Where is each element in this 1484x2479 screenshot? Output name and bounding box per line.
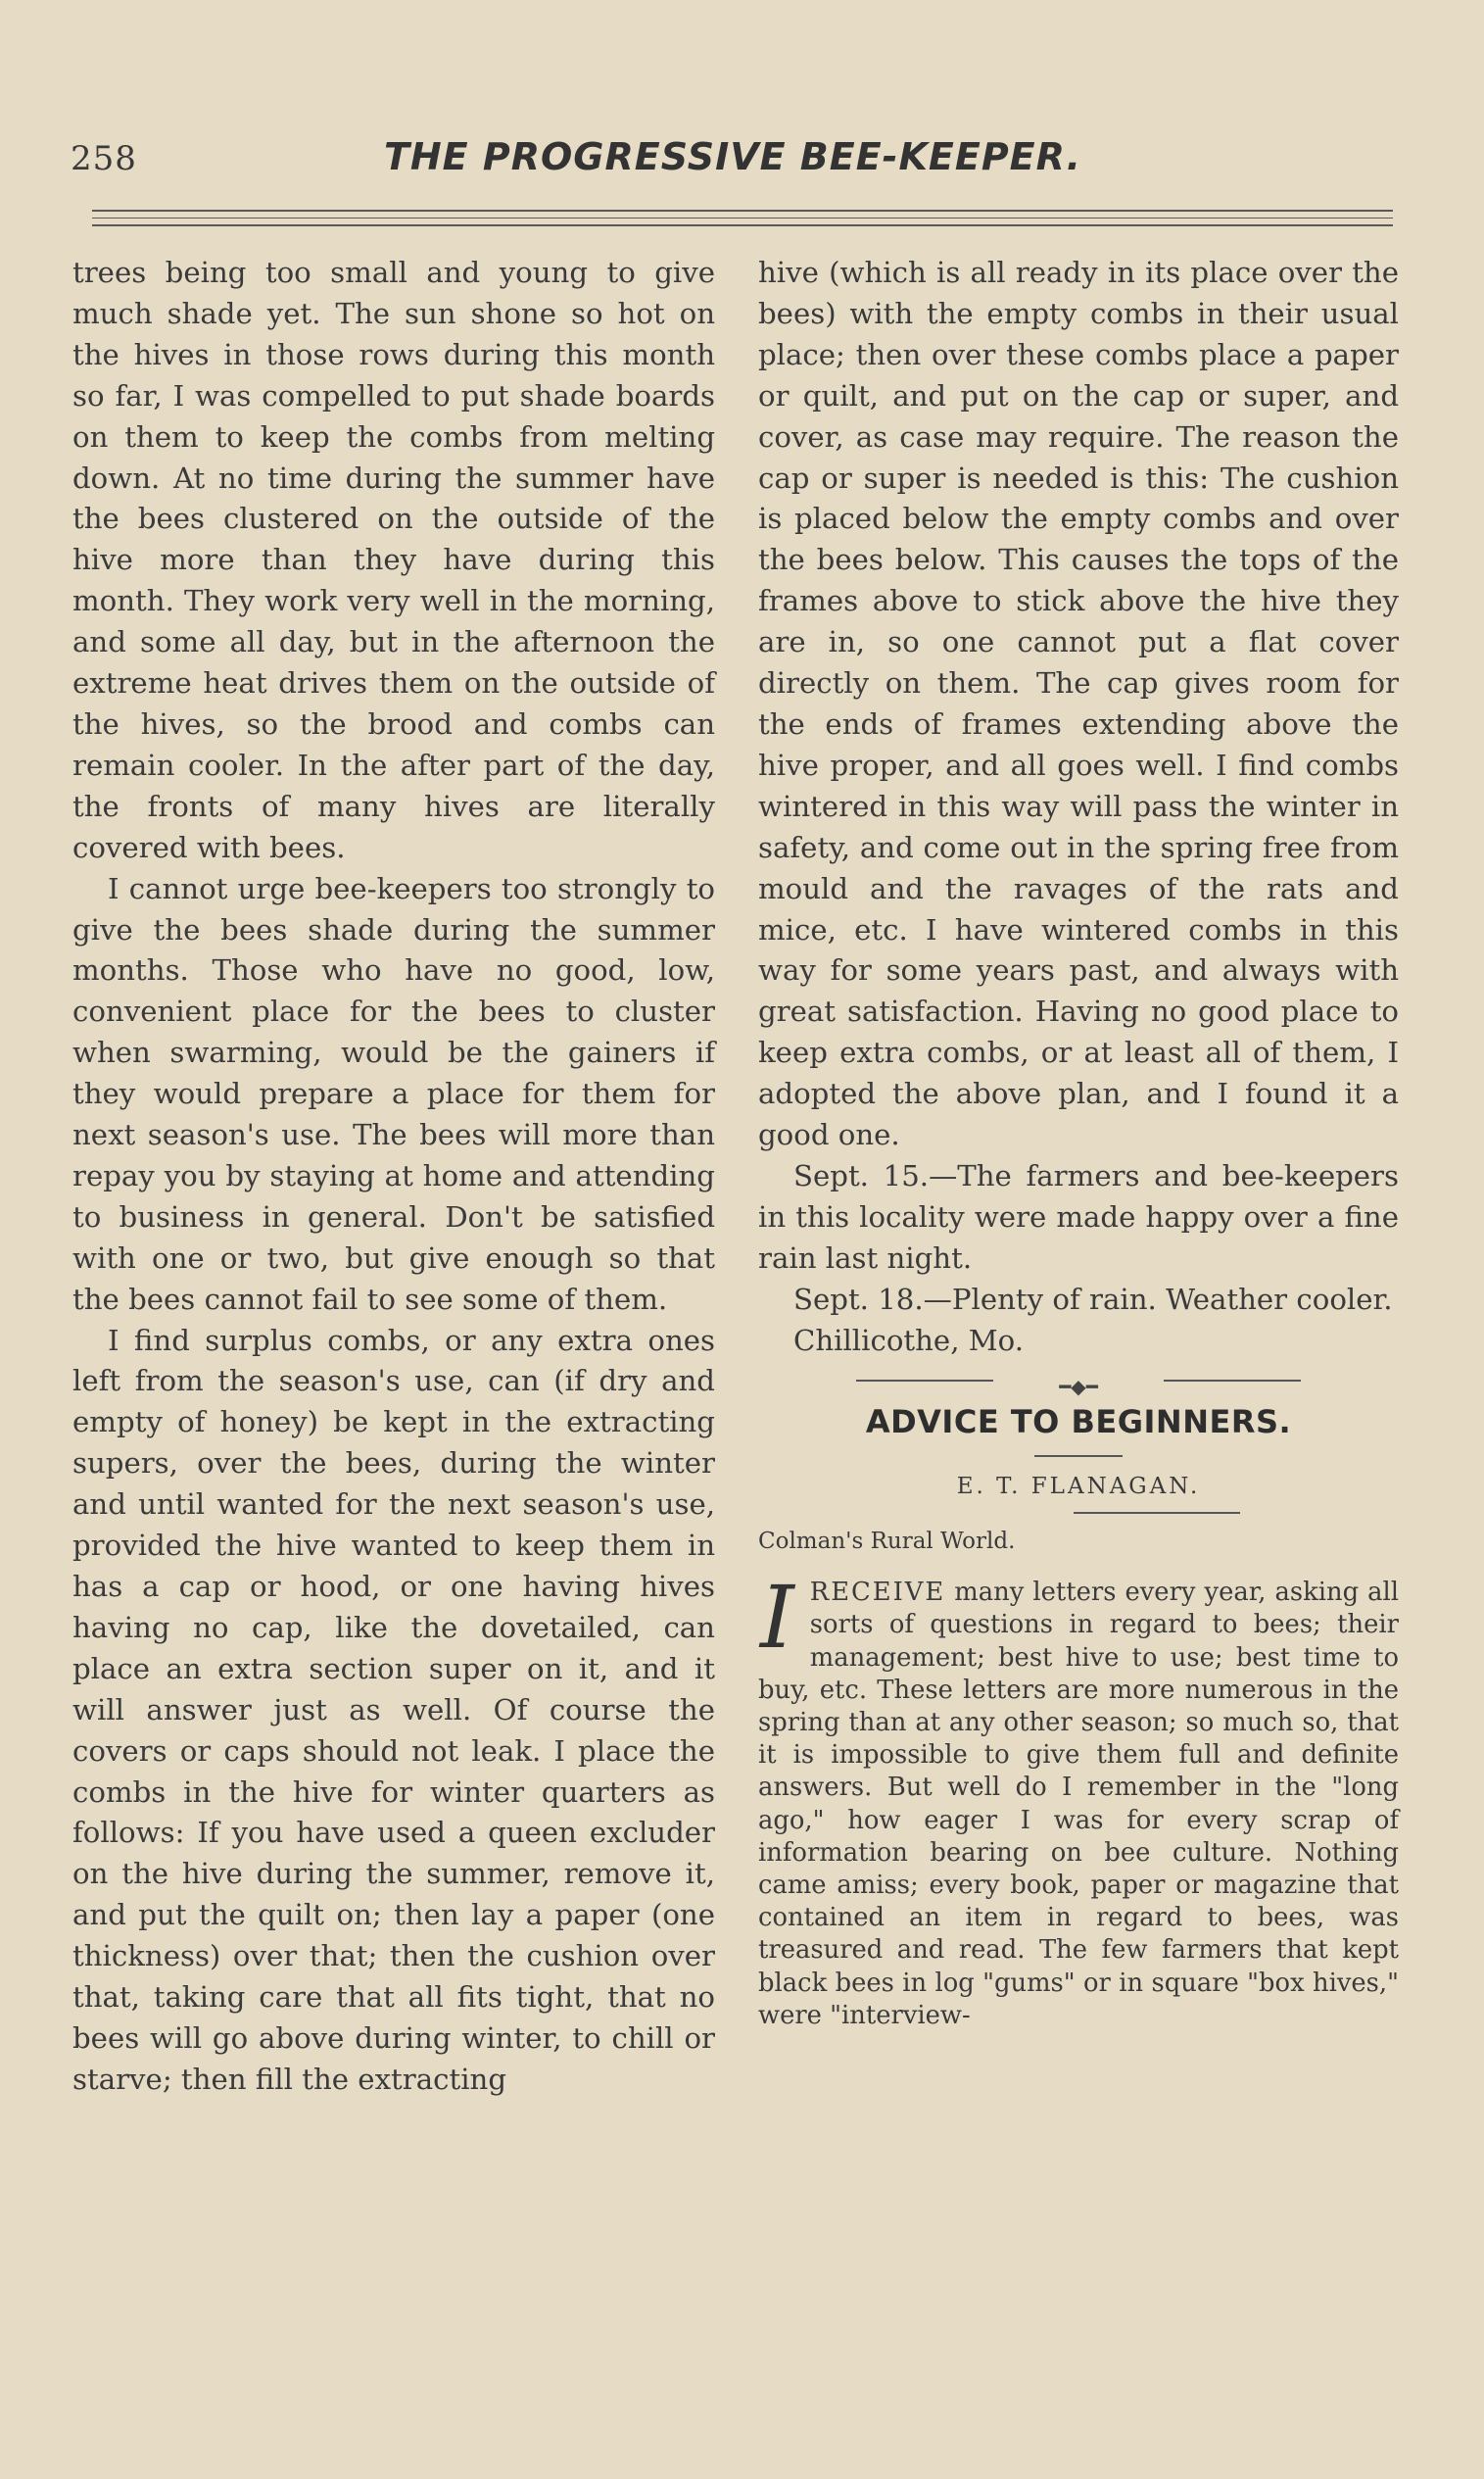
left-column: [72, 253, 715, 2101]
article-author: E. T. FLANAGAN.: [956, 1474, 1201, 1500]
divider-ornament-icon: ━◆━: [1059, 1375, 1098, 1399]
right-paragraph-1: hive (which is all ready in its place over the bees) with the empty combs in their usual place; then over these combs place a paper or quilt, and put on the cap or super, and cover, as case may require. The reason the cap or super is needed is this: The cushion is placed below the empty combs and over the bees below. This causes the tops of the frames above to stick above the hive they are in, so one cannot put a flat cover directly on them. The cap gives room for the ends of frames extending above the hive proper, and all goes well. I find combs wintered in this way will pass the winter in safety, and come out in the spring free from mould and the ravages of the rats and mice, etc. I have wintered combs in this way for some years past, and always with great satisfaction. Having no good place to keep extra combs, or at least all of them, I adopted the above plan, and I found it a good one.: [758, 256, 1399, 1152]
section-divider: [758, 1365, 1399, 1399]
header-rule-top: [92, 210, 1393, 212]
header-rule-middle: [92, 218, 1393, 219]
signature-place: Chillicothe, Mo.: [793, 1323, 1024, 1357]
divider-line-left: [856, 1380, 993, 1382]
journal-title: THE PROGRESSIVE BEE-KEEPER.: [383, 135, 1082, 178]
article-first-word: RECEIVE: [809, 1578, 946, 1608]
dateline-sept-18: Sept. 18.—Plenty of rain. Weather cooler.: [793, 1282, 1393, 1316]
page-number: 258: [71, 139, 137, 178]
left-paragraph-2: I cannot urge bee-keepers too strongly to give the bees shade during the summer months. Those who have no good, low, convenient place for the bees to cluster when swarming, would be the gainers if they would prepare a place for them for next season's use. The bees will more than repay you by staying at home and attending to business in general. Don't be satisfied with one or two, but give enough so that the bees cannot fail to see some of them.: [72, 871, 715, 1316]
article-body-text: many letters every year, asking all sorts of questions in regard to bees; their management; best hive to use; best time to buy, etc. These letters are more numerous in the spring than at any other season; so much so, that it is impossible to give them full and definite answers. But well do I remember in the "long ago," how eager I was for every scrap of information bearing on bee culture. Nothing came amiss; every book, paper or magazine that contained an item in regard to bees, was treasured and read. The few farmers that kept black bees in log "gums" or in square "box hives," were "interview-: [758, 1578, 1399, 2030]
header-rule-bottom: [92, 224, 1393, 226]
divider-line-right: [1164, 1380, 1301, 1382]
author-rule: [1074, 1512, 1240, 1514]
article-source: Colman's Rural World.: [758, 1529, 1016, 1555]
left-paragraph-1: trees being too small and young to give much shade yet. The sun shone so hot on the hives in those rows during this month so far, I was compelled to put shade boards on them to keep the combs from melting down. At no time during the summer have the bees clustered on the outside of the hive more than they have during this month. They work very well in the morning, and some all day, but in the afternoon the extreme heat drives them on the outside of the hives, so the brood and combs can remain cooler. In the after part of the day, the fronts of many hives are literally covered with bees.: [72, 256, 715, 864]
page-header: [71, 135, 1395, 182]
drop-cap: I: [760, 1567, 794, 1669]
dateline-sept-15: Sept. 15.—The farmers and bee-keepers in this locality were made happy over a fine rain last night.: [758, 1158, 1399, 1275]
article-body: [758, 1567, 1399, 2032]
article-title: ADVICE TO BEGINNERS.: [865, 1403, 1292, 1441]
title-rule: [1034, 1455, 1123, 1457]
right-column: [758, 253, 1399, 2032]
left-paragraph-3: I find surplus combs, or any extra ones left from the season's use, can (if dry and empty of honey) be kept in the extracting supers, over the bees, during the winter and until wanted for the next season's use, provided the hive wanted to keep them in has a cap or hood, or one having hives having no cap, like the dovetailed, can place an extra section super on it, and it will answer just as well. Of course the covers or caps should not leak. I place the combs in the hive for winter quarters as follows: If you have used a queen excluder on the hive during the summer, remove it, and put the quilt on; then lay a paper (one thickness) over that; then the cushion over that, taking care that all fits tight, that no bees will go above during winter, to chill or starve; then fill the extracting: [72, 1323, 715, 2096]
